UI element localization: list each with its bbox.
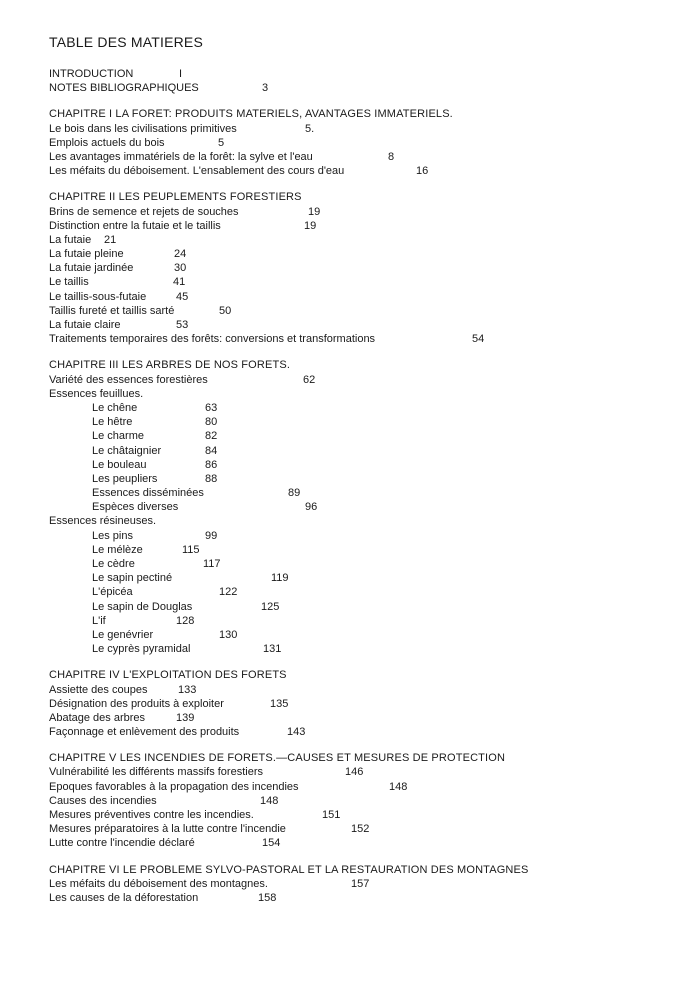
page-number: 54: [472, 333, 485, 346]
entry-text: INTRODUCTION: [49, 68, 134, 80]
toc-entry: [49, 600, 689, 614]
entry-text: Les causes de la déforestation: [49, 891, 199, 904]
page-number: 96: [305, 501, 318, 514]
page-number: 158: [258, 891, 277, 904]
page-number: 53: [176, 319, 189, 331]
toc-entry: [49, 136, 689, 150]
toc-entry: [49, 822, 689, 836]
toc-entry: [49, 765, 689, 779]
entry-text: L'épicéa: [92, 586, 133, 599]
toc-entry: [49, 794, 689, 808]
toc-entry: [49, 529, 689, 543]
toc-entry: [49, 332, 689, 346]
toc-entry: [49, 808, 689, 822]
toc-entry: [49, 725, 689, 739]
toc-entry: [49, 543, 689, 557]
toc-entry: [49, 500, 689, 514]
page-number: 24: [174, 248, 187, 261]
entry-text: Taillis fureté et taillis sarté: [49, 304, 175, 317]
toc-entry: [49, 780, 689, 794]
toc-entry: [49, 318, 689, 332]
entry-text: Le cèdre: [92, 558, 135, 570]
toc-entry: [49, 247, 689, 261]
page-number: 19: [308, 205, 321, 218]
entry-text: Distinction entre la futaie et le taillis: [49, 219, 221, 232]
toc-entry: [49, 683, 689, 697]
toc-entry: [49, 642, 689, 656]
chapter-heading: CHAPITRE VI LE PROBLEME SYLVO-PASTORAL ET LA RESTAURATION DES MONTAGNES: [49, 863, 529, 876]
page-number: 133: [178, 683, 197, 696]
page-number: 99: [205, 529, 218, 542]
toc-entry: [49, 81, 689, 95]
page-number: 143: [287, 726, 306, 739]
page-number: 122: [219, 586, 238, 599]
page-number: 131: [263, 643, 282, 656]
chapter-heading: CHAPITRE III LES ARBRES DE NOS FORETS.: [49, 359, 291, 372]
toc-entry: [49, 122, 689, 136]
chapter-heading: CHAPITRE II LES PEUPLEMENTS FORESTIERS: [49, 191, 302, 204]
toc-entry: [49, 836, 689, 850]
chapter-heading: CHAPITRE I LA FORET: PRODUITS MATERIELS, AVANTAGES IMMATERIELS.: [49, 108, 453, 121]
entry-text: NOTES BIBLIOGRAPHIQUES: [49, 82, 199, 95]
page-number: 3: [262, 82, 269, 95]
group-label: Essences résineuses.: [49, 515, 156, 528]
page-number: 82: [205, 430, 218, 443]
toc-entry: [49, 472, 689, 486]
page-number: 21: [104, 233, 117, 246]
page-number: 148: [389, 780, 408, 793]
page-number: I: [179, 68, 183, 80]
entry-text: La futaie claire: [49, 319, 121, 331]
chapter-heading: CHAPITRE V LES INCENDIES DE FORETS.—CAUSES ET MESURES DE PROTECTION: [49, 752, 506, 765]
page-number: 19: [304, 219, 317, 232]
entry-text: Les avantages immatériels de la forêt: la sylve et l'eau: [49, 150, 313, 163]
toc-entry: [49, 614, 689, 628]
entry-text: Le bouleau: [92, 458, 147, 471]
page-number: 151: [322, 809, 341, 821]
toc-entry: [49, 67, 689, 81]
entry-text: Le taillis: [49, 276, 89, 289]
entry-text: Le mélèze: [92, 543, 143, 556]
toc-entry: [49, 150, 689, 164]
chapter-section: [49, 190, 689, 346]
entry-text: Mesures préventives contre les incendies.: [49, 809, 254, 821]
page-number: 88: [205, 472, 218, 485]
entry-text: Le sapin de Douglas: [92, 600, 193, 613]
page-number: 146: [345, 766, 364, 779]
chapters: [49, 107, 689, 905]
entry-text: Lutte contre l'incendie déclaré: [49, 837, 195, 850]
entry-text: Le cyprès pyramidal: [92, 643, 191, 656]
page-number: 41: [173, 276, 186, 289]
entry-text: Espèces diverses: [92, 501, 179, 514]
page-number: 119: [271, 572, 289, 585]
toc-entry: [49, 233, 689, 247]
page-number: 117: [203, 558, 221, 570]
toc-entry: [49, 628, 689, 642]
page-number: 30: [174, 262, 187, 275]
toc-entry: [49, 711, 689, 725]
page-number: 8: [388, 150, 395, 163]
toc-entry: [49, 373, 689, 387]
entry-text: Le hêtre: [92, 416, 133, 429]
entry-text: Le châtaignier: [92, 444, 162, 457]
entry-text: Epoques favorables à la propagation des incendies: [49, 780, 299, 793]
page-number: 115: [182, 543, 200, 556]
page-number: 50: [219, 304, 232, 317]
front-matter: [49, 67, 689, 95]
entry-text: Les peupliers: [92, 472, 158, 485]
entry-text: Les méfaits du déboisement des montagnes.: [49, 877, 268, 890]
toc-entry: [49, 444, 689, 458]
page-number: 128: [176, 614, 195, 627]
toc-entry: [49, 261, 689, 275]
page-number: 154: [262, 837, 281, 850]
entry-text: Assiette des coupes: [49, 683, 148, 696]
entry-text: Vulnérabilité les différents massifs forestiers: [49, 766, 263, 779]
page-number: 148: [260, 794, 279, 807]
entry-text: Les pins: [92, 529, 133, 542]
entry-text: La futaie pleine: [49, 248, 124, 261]
toc-entry: [49, 697, 689, 711]
entry-text: Essences disséminées: [92, 487, 204, 500]
page-number: 152: [351, 823, 370, 836]
entry-text: Les méfaits du déboisement. L'ensablement des cours d'eau: [49, 165, 345, 178]
entry-text: L'if: [92, 614, 106, 627]
entry-text: Le chêne: [92, 401, 138, 414]
page-number: 5: [218, 136, 225, 149]
page-number: 130: [219, 628, 238, 641]
entry-text: Emplois actuels du bois: [49, 136, 165, 149]
page-number: 84: [205, 444, 218, 457]
page-number: 5.: [305, 122, 315, 135]
page-number: 135: [270, 697, 289, 710]
entry-text: Façonnage et enlèvement des produits: [49, 726, 240, 739]
entry-text: Variété des essences forestières: [49, 373, 208, 386]
page-number: 80: [205, 416, 218, 429]
toc-entry: [49, 415, 689, 429]
toc-entry: [49, 877, 689, 891]
toc-entry: [49, 557, 689, 571]
page-number: 45: [176, 290, 189, 303]
table-of-contents: [49, 34, 689, 917]
toc-entry: [49, 304, 689, 318]
entry-text: Le bois dans les civilisations primitives: [49, 122, 237, 135]
entry-text: Désignation des produits à exploiter: [49, 697, 224, 710]
page-number: 125: [261, 600, 280, 613]
entry-text: Le genévrier: [92, 628, 154, 641]
entry-text: Le charme: [92, 430, 144, 443]
group-label: Essences feuillues.: [49, 387, 144, 400]
entry-text: Causes des incendies: [49, 794, 157, 807]
page-number: 16: [416, 165, 429, 178]
toc-entry: [49, 401, 689, 415]
toc-entry: [49, 571, 689, 585]
toc-entry: [49, 458, 689, 472]
toc-entry: [49, 486, 689, 500]
chapter-section: [49, 358, 689, 656]
toc-title: TABLE DES MATIERES: [49, 34, 204, 50]
chapter-section: [49, 863, 689, 906]
toc-entry: [49, 290, 689, 304]
entry-text: La futaie jardinée: [49, 262, 134, 275]
chapter-heading: CHAPITRE IV L'EXPLOITATION DES FORETS: [49, 669, 287, 682]
page-number: 86: [205, 458, 218, 471]
chapter-section: [49, 107, 689, 178]
page-number: 62: [303, 373, 316, 386]
page-number: 89: [288, 487, 301, 500]
entry-text: Traitements temporaires des forêts: conversions et transformations: [49, 333, 376, 346]
page-number: 63: [205, 401, 218, 414]
toc-entry: [49, 164, 689, 178]
toc-entry: [49, 585, 689, 599]
toc-entry: [49, 429, 689, 443]
toc-entry: [49, 219, 689, 233]
entry-text: Brins de semence et rejets de souches: [49, 205, 239, 218]
page-number: 139: [176, 711, 195, 724]
toc-entry: [49, 891, 689, 905]
entry-text: Le sapin pectiné: [92, 572, 173, 585]
entry-text: Abatage des arbres: [49, 711, 146, 724]
page-number: 157: [351, 877, 370, 890]
entry-text: La futaie: [49, 233, 92, 246]
chapter-section: [49, 668, 689, 739]
chapter-section: [49, 751, 689, 850]
entry-text: Le taillis-sous-futaie: [49, 290, 147, 303]
toc-entry: [49, 205, 689, 219]
entry-text: Mesures préparatoires à la lutte contre l'incendie: [49, 823, 286, 836]
toc-entry: [49, 275, 689, 289]
